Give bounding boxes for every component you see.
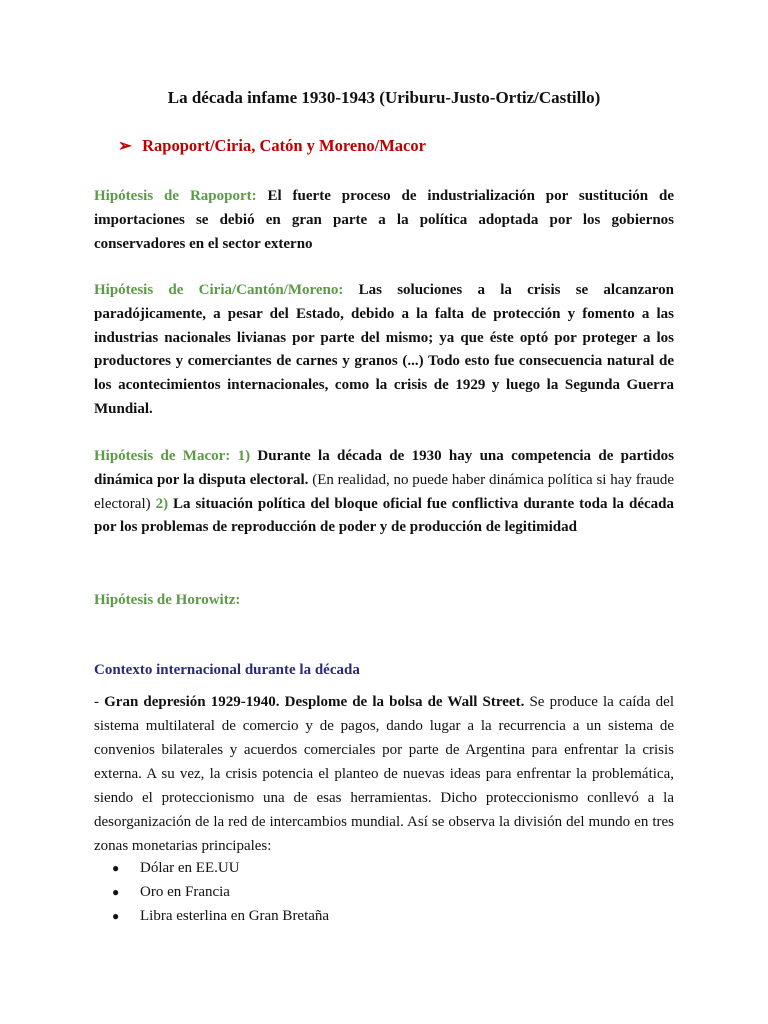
list-item-text: Libra esterlina en Gran Bretaña: [140, 908, 330, 924]
paragraph-ciria: [94, 279, 674, 422]
hypothesis-number-1: 1): [237, 448, 251, 464]
subheading-authors: [118, 134, 426, 158]
paragraph-rapoport: [94, 185, 674, 256]
list-item: [112, 856, 329, 880]
bullet-dot-icon: ●: [112, 861, 120, 875]
page-title: La década infame 1930-1943 (Uriburu-Justo-Ortiz/Castillo): [167, 88, 601, 107]
hypothesis-text-macor-2: La situación política del bloque oficial fue conflictiva durante toda la década por los problemas de reproducción de poder y de producción de legitimidad: [94, 495, 674, 536]
paragraph-context: [94, 690, 674, 858]
hypothesis-label-ciria: Hipótesis de Ciria/Cantón/Moreno:: [94, 282, 344, 298]
list-item-text: Dólar en EE.UU: [140, 860, 240, 876]
hypothesis-text-rapoport: El fuerte proceso de industrialización por sustitución de importaciones se debió en gran parte a la política adoptada por los gobiernos conservadores en el sector externo: [94, 188, 674, 252]
dash-marker: -: [94, 694, 99, 710]
hypothesis-label-macor: Hipótesis de Macor:: [94, 448, 231, 464]
hypothesis-label-rapoport: Hipótesis de Rapoport:: [94, 188, 257, 204]
hypothesis-text-macor-1: Durante la década de 1930 hay una competencia de partidos dinámica por la disputa electoral.: [94, 448, 675, 488]
arrow-bullet-icon: ➢: [118, 136, 132, 155]
context-lead: Gran depresión 1929-1940. Desplome de la bolsa de Wall Street.: [104, 694, 525, 710]
list-item: [112, 904, 329, 928]
paragraph-macor: [94, 445, 674, 540]
hypothesis-text-ciria: Las soluciones a la crisis se alcanzaron paradójicamente, a pesar del Estado, debido a la falta de protección y fomento a las industrias nacionales livianas por parte del mismo; ya que éste optó por proteger a los productores y comerciantes de carnes y granos (...) Todo esto fue consecuencia natural de los acontecimientos internacionales, como la crisis de 1929 y luego la Segunda Guerra Mundial.: [94, 282, 674, 417]
paragraph-horowitz: [94, 589, 674, 613]
currency-zones-list: [112, 856, 329, 928]
section-heading-context: Contexto internacional durante la década: [94, 662, 360, 678]
hypothesis-label-horowitz: Hipótesis de Horowitz:: [94, 592, 241, 608]
subheading-text: Rapoport/Ciria, Catón y Moreno/Macor: [142, 136, 426, 155]
macor-aside-note: (En realidad, no puede haber dinámica política si hay fraude electoral): [94, 471, 674, 512]
list-item-text: Oro en Francia: [140, 884, 230, 900]
bullet-dot-icon: ●: [112, 885, 120, 899]
bullet-dot-icon: ●: [112, 909, 120, 923]
context-body: Se produce la caída del sistema multilateral de comercio y de pagos, dando lugar a la recurrencia a un sistema de convenios bilaterales y acuerdos comerciales por parte de Argentina para enfrentar la crisis externa. A su vez, la crisis potencia el planteo de nuevas ideas para enfrentar la problemática, siendo el proteccionismo una de esas herramientas. Dicho proteccionismo conllevó a la desorganización de la red de intercambios mundial. Así se observa la división del mundo en tres zonas monetarias principales:: [94, 694, 675, 854]
hypothesis-number-2: 2): [155, 495, 169, 512]
list-item: [112, 880, 329, 904]
